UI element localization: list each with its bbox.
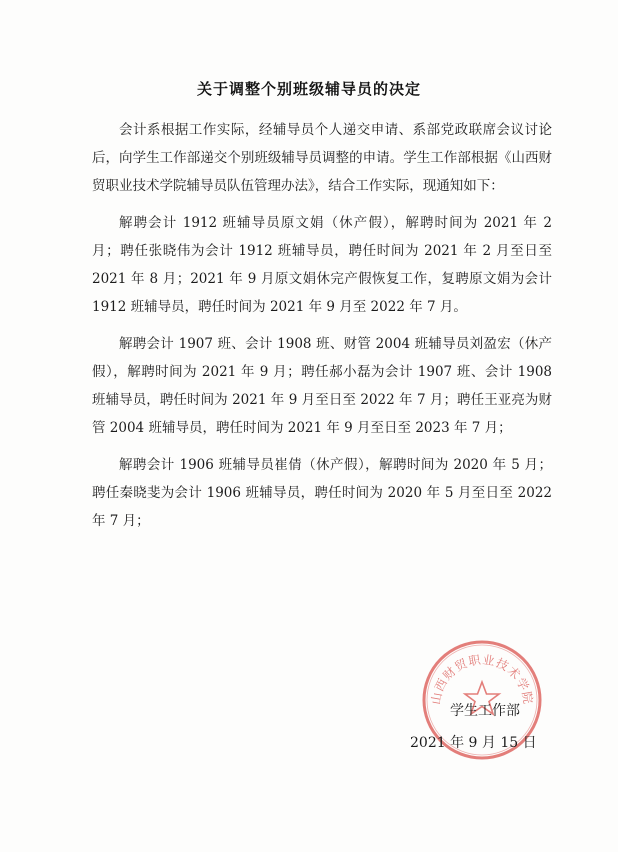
paragraph-item-2: 解聘会计 1907 班、会计 1908 班、财管 2004 班辅导员刘盈宏（休产假），解聘时间为 2021 年 9 月；聘任郝小磊为会计 1907 班、会计 1908 班辅导员，聘任时间为 2021 年 9 月至日至 2022 年 7 月；聘任王亚亮为财管 2004 班辅导员，聘任时间为 2021 年 9 月至日至 2023 年 7 月；	[92, 336, 552, 436]
paragraph-item-1: 解聘会计 1912 班辅导员原文娟（休产假），解聘时间为 2021 年 2 月；聘任张晓伟为会计 1912 班辅导员，聘任时间为 2021 年 2 月至日至 2021 年 8 月；2021 年 9 月原文娟休完产假恢复工作，复聘原文娟为会计 1912 班辅导员，聘任时间为 2021 年 9 月至 2022 年 7 月。	[92, 215, 552, 315]
document-title: 关于调整个别班级辅导员的决定	[196, 80, 421, 98]
seal-text: 山西财贸职业技术学院	[428, 652, 536, 706]
signature-department: 学生工作部	[450, 703, 520, 719]
paragraph-item-3: 解聘会计 1906 班辅导员崔倩（休产假），解聘时间为 2020 年 5 月；聘任秦晓斐为会计 1906 班辅导员，聘任时间为 2020 年 5 月至日至 2022 年 7 月；	[92, 457, 552, 529]
paragraph-intro: 会计系根据工作实际，经辅导员个人递交申请、系部党政联席会议讨论后，向学生工作部递交个别班级辅导员调整的申请。学生工作部根据《山西财贸职业技术学院辅导员队伍管理办法》，结合工作实际，现通知如下：	[92, 122, 552, 194]
document-body	[92, 116, 552, 544]
svg-text:山西财贸职业技术学院	[429, 653, 536, 706]
signature-date: 2021 年 9 月 15 日	[410, 735, 537, 751]
